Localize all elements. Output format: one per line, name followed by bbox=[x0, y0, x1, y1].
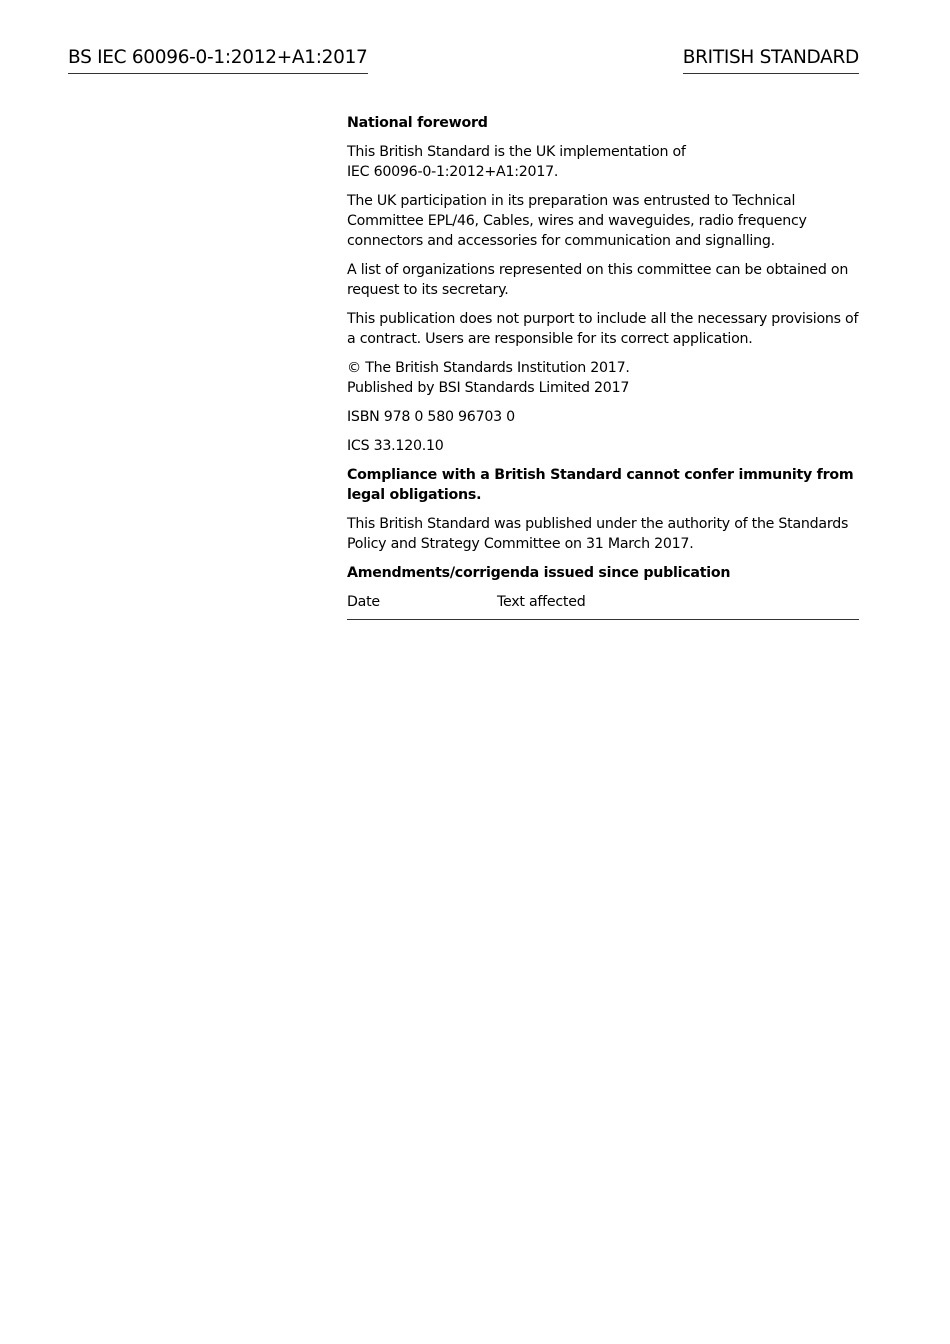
amendments-header-row bbox=[347, 592, 859, 620]
amendments-title: Amendments/corrigenda issued since publication bbox=[347, 565, 731, 581]
copyright-line-1: © The British Standards Institution 2017. bbox=[347, 360, 630, 376]
provisions-paragraph: This publication does not purport to include all the necessary provisions of a contract. Users are responsible for its correct application. bbox=[347, 311, 859, 347]
implementation-paragraph bbox=[347, 142, 862, 182]
amendments-table bbox=[347, 592, 859, 620]
isbn: ISBN 978 0 580 96703 0 bbox=[347, 409, 515, 425]
compliance-statement: Compliance with a British Standard cannot confer immunity from legal obligations. bbox=[347, 467, 854, 503]
ics: ICS 33.120.10 bbox=[347, 438, 444, 454]
column-header-date: Date bbox=[347, 592, 497, 620]
committee-paragraph: The UK participation in its preparation was entrusted to Technical Committee EPL/46, Cables, wires and waveguides, radio frequency connectors and accessories for communication and signalling. bbox=[347, 193, 807, 249]
copyright-paragraph bbox=[347, 358, 862, 398]
national-foreword-section bbox=[347, 113, 862, 620]
foreword-title: National foreword bbox=[347, 115, 488, 131]
implementation-line-1: This British Standard is the UK implementation of bbox=[347, 144, 686, 160]
authority-paragraph: This British Standard was published under the authority of the Standards Policy and Strategy Committee on 31 March 2017. bbox=[347, 516, 849, 552]
copyright-line-2: Published by BSI Standards Limited 2017 bbox=[347, 380, 630, 396]
organizations-paragraph: A list of organizations represented on this committee can be obtained on request to its secretary. bbox=[347, 262, 849, 298]
standard-type: BRITISH STANDARD bbox=[683, 45, 859, 74]
standard-number: BS IEC 60096-0-1:2012+A1:2017 bbox=[68, 45, 368, 74]
column-header-text-affected: Text affected bbox=[497, 592, 859, 620]
implementation-line-2: IEC 60096-0-1:2012+A1:2017. bbox=[347, 164, 559, 180]
